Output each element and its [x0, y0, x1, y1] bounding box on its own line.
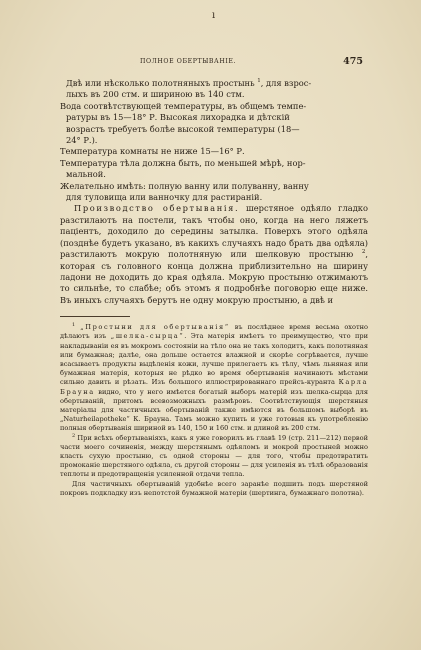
footnote-ref: 1 — [257, 78, 261, 85]
footnote-term: „шелка-сырца“ — [110, 332, 185, 341]
paragraph-text: шерстяное одѣяло гладко разстилаютъ на постели, такъ чтобы оно, когда на него ляжетъ паціентъ, доходило до середины затылка. Поверхъ этого одѣяла (позднѣе будетъ указано, въ какихъ случаяхъ надо брать два одѣяла) разстилаютъ мокрую полотняную или шелковую простыню — [60, 203, 368, 260]
text-line: Желательно имѣть: полную ванну или полуванну, ванну — [60, 180, 309, 191]
footnote-1 — [60, 323, 368, 433]
footnote-shop-name: „Naturheilapotheke“ — [60, 415, 130, 424]
footnote-marker: 1 — [72, 321, 76, 328]
footnote-ref: 2 — [361, 249, 366, 256]
footnote-3 — [60, 480, 368, 498]
text-line: ратуры въ 15—18° Р. Высокая лихорадка и дѣтскій — [66, 112, 290, 123]
text-line: возрастъ требуетъ болѣе высокой температуры (18— — [66, 123, 300, 134]
text-line: Вода соотвѣтствующей температуры, въ общемъ темпе- — [60, 100, 307, 111]
footnote-2 — [60, 434, 368, 480]
text-line: лыхъ въ 200 стм. и шириною въ 140 стм. — [66, 89, 245, 100]
footnote-divider — [60, 316, 130, 317]
footnote-name: Карла Брауна — [60, 378, 368, 396]
page-header — [0, 58, 421, 72]
text-line: 24° Р.). — [66, 135, 98, 146]
footnote-text: въ послѣднее время весьма охотно дѣлаютъ изъ — [60, 323, 368, 341]
procedure-paragraph — [60, 203, 368, 306]
footnotes — [60, 323, 368, 498]
text-line — [60, 78, 368, 89]
paragraph-heading: Производство обертыванія. — [74, 203, 240, 214]
footnote-text: К. Брауна. Тамъ можно купить и уже готовыя къ употребленію полныя обертыванія шириной въ 140, 150 и 160 стм. и длиной въ 200 стм. — [60, 415, 368, 433]
text-line: Температура комнаты не ниже 15—16° Р. — [60, 146, 245, 157]
footnote-marker: 2 — [72, 432, 76, 439]
paragraph-text: , которая съ головного конца должна приблизительно на ширину ладони не доходить до края одѣяла. Мокрую простыню отжимаютъ то сильнѣе, то слабѣе; объ этомъ я подробнѣе поговорю еще ниже. Въ иныхъ случаяхъ берутъ не одну мокрую простыню, а двѣ и — [60, 249, 368, 305]
page-number: 475 — [343, 56, 363, 67]
ink-speck: ı — [212, 10, 216, 21]
running-title: ПОЛНОЕ ОБЕРТЫВАНІЕ. — [140, 58, 237, 65]
footnote-text: При всѣхъ обертываніяхъ, какъ я уже говорилъ въ главѣ 19 (стр. 211—212) первой части моего сочиненія, между шерстянымъ одѣяломъ и мокрой простыней можно класть сухую простыню, съ одной стороны — для того, чтобы предотвратить промоканіе шерстяного одѣяла, съ другой стороны — для усиленія въ тѣлѣ образованія теплоты и предотвращенія усиленной отдачи тепла. — [60, 433, 368, 479]
footnote-text: Для частичныхъ обертываній удобнѣе всего заранѣе подшить подъ шерстяной покровъ подкладку изъ непотстой бумажной матеріи (шертинга, бумажнаго полотна). — [60, 479, 368, 497]
text-line-part: , для взрос- — [260, 78, 312, 88]
text-line-part: Двѣ или нѣсколько полотняныхъ простынь — [66, 78, 255, 88]
footnote-heading: „Простыни для обертыванія“ — [80, 323, 230, 332]
text-line: Температура тѣла должна быть, по меньшей мѣрѣ, нор- — [60, 157, 306, 168]
text-line: мальной. — [66, 169, 106, 180]
footnote-text: . Эта матерія имѣетъ то преимущество, что при накладываніи ея въ мокромъ состояніи на тѣло она не такъ холодитъ, какъ полотняная или бумажная; далѣе, она дольше остается влажной и скорѣе согрѣвается, лучше всасываетъ продукты выдѣленія кожи, лучше прилегаетъ къ тѣлу, чѣмъ льняная или бумажная матерія, которыя не рѣдко во время обертыванія начинаютъ мѣстами сильно давить и рѣзать. Изъ большого иллюстрированнаго прейсъ-куранта — [60, 332, 368, 387]
text-line: для туловища или ванночку для растираній. — [66, 192, 263, 203]
main-text — [60, 78, 368, 498]
footnote-text: видно, что у него имѣется богатый выборъ матерій изъ шелка-сырца для обертываній, притомъ всевозможныхъ размѣровъ. Соотвѣтствующія шерстяныя матеріалы для частичныхъ обертываній также имѣются въ большомъ выборѣ въ — [60, 387, 368, 414]
